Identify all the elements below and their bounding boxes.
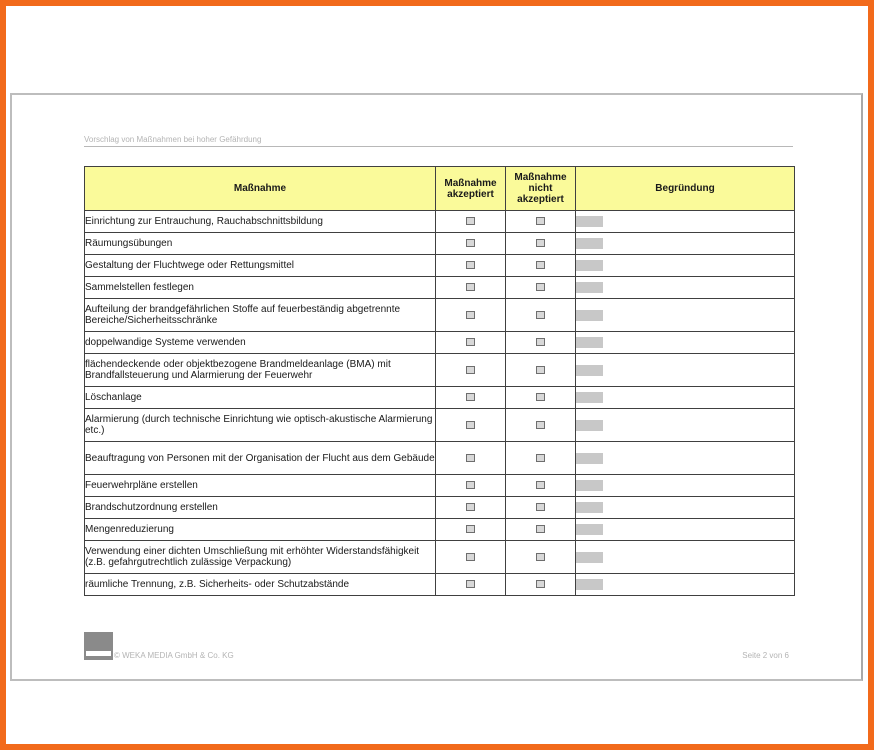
footer-page-number: Seite 2 von 6 [742,651,789,660]
accepted-checkbox[interactable] [466,525,475,533]
measure-label: flächendeckende oder objektbezogene Brandmeldeanlage (BMA) mit Brandfallsteuerung und Alarmierung der Feuerwehr [85,354,436,387]
not-accepted-checkbox[interactable] [536,311,545,319]
not-accepted-checkbox[interactable] [536,217,545,225]
reason-field[interactable] [576,310,603,321]
not-accepted-checkbox[interactable] [536,553,545,561]
accepted-checkbox[interactable] [466,393,475,401]
accepted-checkbox[interactable] [466,261,475,269]
table-row [85,387,795,409]
document-page [10,93,863,681]
measure-label: Sammelstellen festlegen [85,277,436,299]
reason-field[interactable] [576,238,603,249]
not-accepted-checkbox[interactable] [536,421,545,429]
measure-label: Beauftragung von Personen mit der Organisation der Flucht aus dem Gebäude [85,442,436,475]
not-accepted-checkbox[interactable] [536,580,545,588]
table-row [85,255,795,277]
reason-field[interactable] [576,579,603,590]
table-row [85,211,795,233]
measure-label: Brandschutzordnung erstellen [85,497,436,519]
reason-field[interactable] [576,365,603,376]
measure-label: räumliche Trennung, z.B. Sicherheits- oder Schutzabstände [85,574,436,596]
header-not-accepted: Maßnahme nicht akzeptiert [506,167,576,211]
table-row [85,299,795,332]
accepted-checkbox[interactable] [466,217,475,225]
measure-label: doppelwandige Systeme verwenden [85,332,436,354]
table-row [85,574,795,596]
table-row [85,332,795,354]
measure-label: Feuerwehrpläne erstellen [85,475,436,497]
reason-field[interactable] [576,282,603,293]
reason-field[interactable] [576,552,603,563]
reason-field[interactable] [576,524,603,535]
not-accepted-checkbox[interactable] [536,454,545,462]
table-row [85,519,795,541]
measure-label: Mengenreduzierung [85,519,436,541]
measure-label: Löschanlage [85,387,436,409]
table-header-row [85,167,795,211]
measure-label: Gestaltung der Fluchtwege oder Rettungsmittel [85,255,436,277]
accepted-checkbox[interactable] [466,338,475,346]
measure-label: Alarmierung (durch technische Einrichtung wie optisch-akustische Alarmierung etc.) [85,409,436,442]
not-accepted-checkbox[interactable] [536,366,545,374]
table-row [85,233,795,255]
accepted-checkbox[interactable] [466,503,475,511]
accepted-checkbox[interactable] [466,311,475,319]
header-measure: Maßnahme [85,167,436,211]
not-accepted-checkbox[interactable] [536,481,545,489]
accepted-checkbox[interactable] [466,283,475,291]
accepted-checkbox[interactable] [466,421,475,429]
table-row [85,277,795,299]
document-title: Vorschlag von Maßnahmen bei hoher Gefährdung [84,135,793,147]
reason-field[interactable] [576,453,603,464]
measure-label: Aufteilung der brandgefährlichen Stoffe auf feuerbeständig abgetrennte Bereiche/Sicherheitsschränke [85,299,436,332]
not-accepted-checkbox[interactable] [536,525,545,533]
reason-field[interactable] [576,502,603,513]
reason-field[interactable] [576,392,603,403]
accepted-checkbox[interactable] [466,454,475,462]
not-accepted-checkbox[interactable] [536,239,545,247]
table-row [85,497,795,519]
reason-field[interactable] [576,480,603,491]
reason-field[interactable] [576,216,603,227]
accepted-checkbox[interactable] [466,366,475,374]
measure-label: Verwendung einer dichten Umschließung mit erhöhter Widerstandsfähigkeit (z.B. gefahrgutrechtlich zulässige Verpackung) [85,541,436,574]
measure-label: Einrichtung zur Entrauchung, Rauchabschnittsbildung [85,211,436,233]
table-row [85,475,795,497]
table-row [85,541,795,574]
footer-copyright: © WEKA MEDIA GmbH & Co. KG [114,651,234,660]
not-accepted-checkbox[interactable] [536,261,545,269]
not-accepted-checkbox[interactable] [536,503,545,511]
accepted-checkbox[interactable] [466,580,475,588]
not-accepted-checkbox[interactable] [536,393,545,401]
reason-field[interactable] [576,337,603,348]
logo-bar [86,651,111,656]
publisher-logo [84,632,113,660]
accepted-checkbox[interactable] [466,553,475,561]
reason-field[interactable] [576,420,603,431]
table-row [85,354,795,387]
table-row [85,442,795,475]
reason-field[interactable] [576,260,603,271]
header-accepted: Maßnahme akzeptiert [436,167,506,211]
header-reason: Begründung [576,167,795,211]
measure-label: Räumungsübungen [85,233,436,255]
not-accepted-checkbox[interactable] [536,338,545,346]
accepted-checkbox[interactable] [466,481,475,489]
not-accepted-checkbox[interactable] [536,283,545,291]
table-row [85,409,795,442]
accepted-checkbox[interactable] [466,239,475,247]
measures-table [84,166,795,596]
